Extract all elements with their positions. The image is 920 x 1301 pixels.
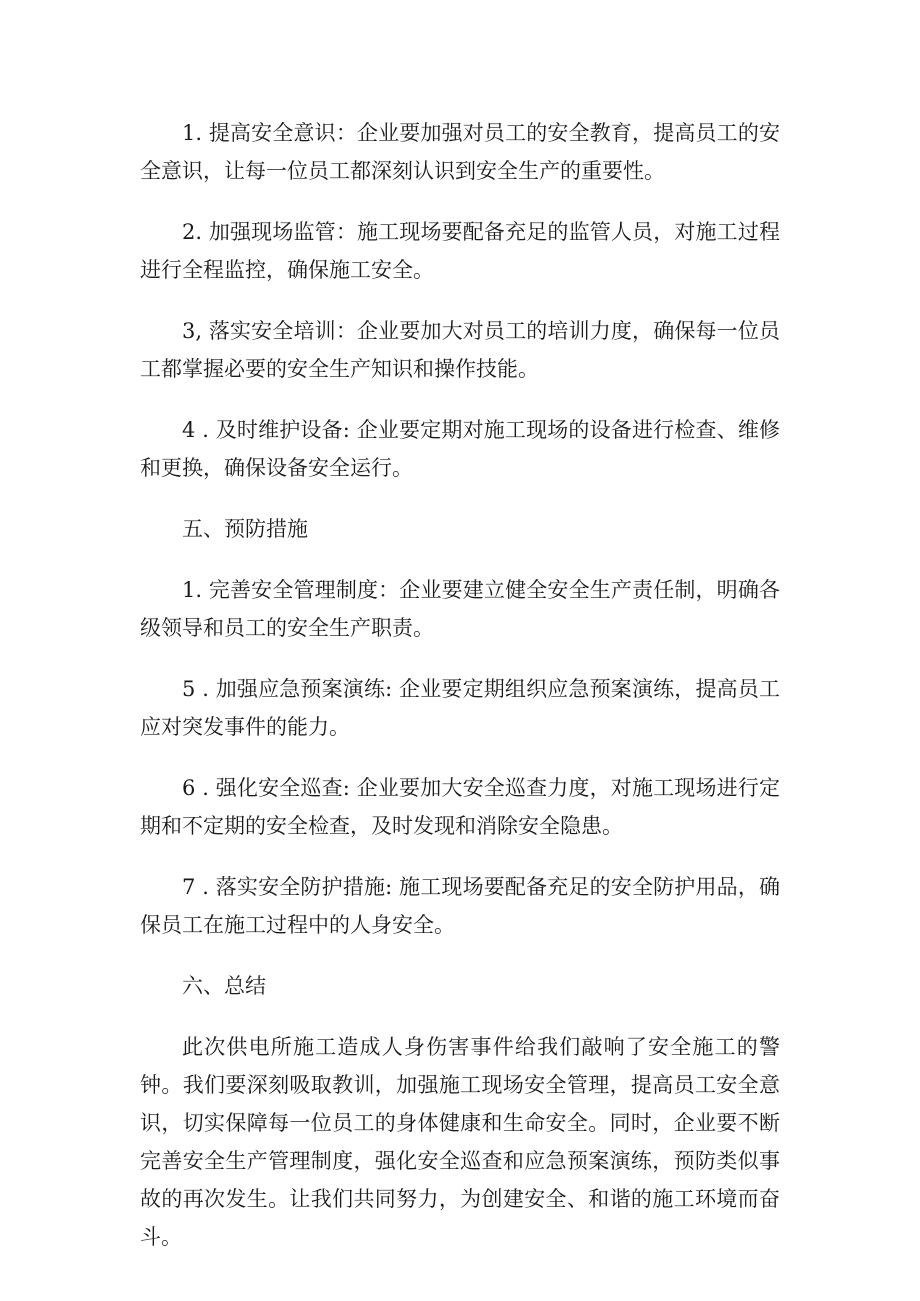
paragraph-item-5: 1. 完善安全管理制度：企业要建立健全安全生产责任制，明确各级领导和员工的安全生产职责。 bbox=[140, 578, 780, 640]
section-heading-summary: 六、总结 bbox=[182, 974, 266, 998]
section-heading-prevention: 五、预防措施 bbox=[182, 517, 308, 541]
paragraph-item-3: 3, 落实安全培训：企业要加大对员工的培训力度，确保每一位员工都掌握必要的安全生产知识和操作技能。 bbox=[140, 319, 780, 381]
paragraph-item-2: 2. 加强现场监管：施工现场要配备充足的监管人员，对施工过程进行全程监控，确保施工安全。 bbox=[140, 220, 780, 282]
paragraph-item-8: 7 . 落实安全防护措施: 施工现场要配备充足的安全防护用品，确保员工在施工过程中的人身安全。 bbox=[140, 875, 780, 937]
paragraph-item-6: 5 . 加强应急预案演练: 企业要定期组织应急预案演练，提高员工应对突发事件的能力。 bbox=[140, 677, 780, 739]
document-body bbox=[140, 114, 780, 1256]
paragraph-item-4: 4 . 及时维护设备: 企业要定期对施工现场的设备进行检查、维修和更换，确保设备安全运行。 bbox=[140, 418, 780, 480]
paragraph-item-1: 1. 提高安全意识：企业要加强对员工的安全教育，提高员工的安全意识，让每一位员工都深刻认识到安全生产的重要性。 bbox=[140, 121, 780, 183]
paragraph-item-7: 6 . 强化安全巡查: 企业要加大安全巡查力度，对施工现场进行定期和不定期的安全检查，及时发现和消除安全隐患。 bbox=[140, 776, 780, 838]
paragraph-summary: 此次供电所施工造成人身伤害事件给我们敲响了安全施工的警钟。我们要深刻吸取教训，加强施工现场安全管理，提高员工安全意识，切实保障每一位员工的身体健康和生命安全。同时，企业要不断完善安全生产管理制度，强化安全巡查和应急预案演练，预防类似事故的再次发生。让我们共同努力，为创建安全、和谐的施工环境而奋斗。 bbox=[140, 1035, 780, 1249]
